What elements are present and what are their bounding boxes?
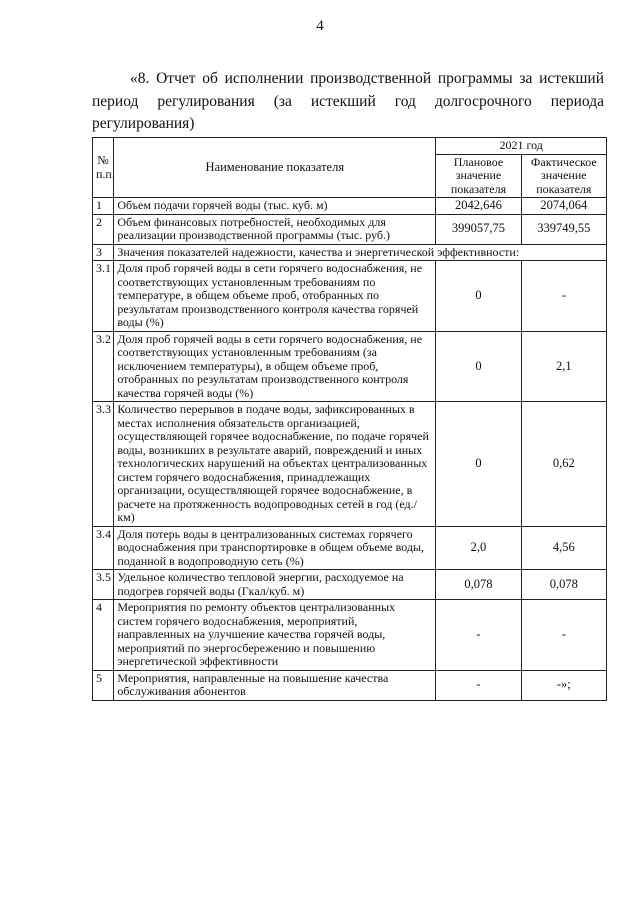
- table-row: [93, 600, 607, 671]
- row-num: 3: [93, 244, 114, 261]
- row-num: 3.3: [93, 402, 114, 527]
- row-plan: 0: [436, 331, 521, 402]
- heading-line-3: регулирования): [92, 115, 195, 132]
- table-row: [93, 526, 607, 570]
- table-header-row: [93, 138, 607, 155]
- report-heading: [92, 68, 604, 136]
- row-name: Доля проб горячей воды в сети горячего водоснабжения, не соответствующих установленным требованиям по температуре, в общем объеме проб, отобранных по результатам производственного контроля качества горячей воды (%): [114, 261, 436, 332]
- row-plan: 2042,646: [436, 198, 521, 215]
- row-fact: 2,1: [521, 331, 606, 402]
- row-fact: 0,078: [521, 570, 606, 600]
- row-plan: 0,078: [436, 570, 521, 600]
- header-num: № п.п.: [93, 138, 114, 198]
- row-name: Значения показателей надежности, качества и энергетической эффективности:: [114, 244, 607, 261]
- row-name: Мероприятия по ремонту объектов централизованных систем горячего водоснабжения, мероприятий, направленных на улучшение качества горячей воды, мероприятий по энергосбережению и повышению энергетической эффективности: [114, 600, 436, 671]
- row-num: 4: [93, 600, 114, 671]
- header-year: 2021 год: [436, 138, 607, 155]
- row-plan: -: [436, 600, 521, 671]
- row-num: 5: [93, 670, 114, 700]
- table-row: [93, 214, 607, 244]
- row-fact: 339749,55: [521, 214, 606, 244]
- row-name: Объем подачи горячей воды (тыс. куб. м): [114, 198, 436, 215]
- table-row: [93, 570, 607, 600]
- header-plan: Плановое значение показателя: [436, 154, 521, 198]
- row-name: Количество перерывов в подаче воды, зафиксированных в местах исполнения обязательств организацией, осуществляющей горячее водоснабжение, по подаче горячей воды, возникших в результате аварий, повреждений и иных технологических нарушений на объектах централизованных систем горячего водоснабжения, принадлежащих организации, осуществляющей горячее водоснабжение, в расчете на протяженность водопроводных сетей в год (ед./км): [114, 402, 436, 527]
- table-row: [93, 670, 607, 700]
- heading-line-2: период регулирования (за истекший год долгосрочного периода: [92, 92, 604, 110]
- table-row: [93, 244, 607, 261]
- row-fact: -»;: [521, 670, 606, 700]
- row-plan: 2,0: [436, 526, 521, 570]
- table-row: [93, 261, 607, 332]
- row-plan: -: [436, 670, 521, 700]
- row-num: 3.1: [93, 261, 114, 332]
- row-fact: 4,56: [521, 526, 606, 570]
- row-fact: 0,62: [521, 402, 606, 527]
- row-name: Мероприятия, направленные на повышение качества обслуживания абонентов: [114, 670, 436, 700]
- row-name: Доля потерь воды в централизованных системах горячего водоснабжения при транспортировке в общем объеме воды, поданной в водопроводную сеть (%): [114, 526, 436, 570]
- row-fact: -: [521, 600, 606, 671]
- row-num: 3.5: [93, 570, 114, 600]
- table-row: [93, 198, 607, 215]
- header-fact: Фактическое значение показателя: [521, 154, 606, 198]
- report-table: [92, 137, 607, 701]
- header-name: Наименование показателя: [114, 138, 436, 198]
- heading-line-1: «8. Отчет об исполнении производственной программы за истекший: [130, 70, 604, 87]
- row-name: Объем финансовых потребностей, необходимых для реализации производственной программы (тыс. руб.): [114, 214, 436, 244]
- row-num: 3.2: [93, 331, 114, 402]
- row-plan: 0: [436, 402, 521, 527]
- row-num: 1: [93, 198, 114, 215]
- table-row: [93, 402, 607, 527]
- table-row: [93, 331, 607, 402]
- row-plan: 0: [436, 261, 521, 332]
- page-number: 4: [316, 18, 324, 34]
- row-num: 3.4: [93, 526, 114, 570]
- row-fact: 2074,064: [521, 198, 606, 215]
- row-num: 2: [93, 214, 114, 244]
- row-fact: -: [521, 261, 606, 332]
- row-name: Доля проб горячей воды в сети горячего водоснабжения, не соответствующих установленным требованиям (за исключением температуры), в общем объеме проб, отобранных по результатам производственного контроля качества горячей воды (%): [114, 331, 436, 402]
- row-name: Удельное количество тепловой энергии, расходуемое на подогрев горячей воды (Гкал/куб. м): [114, 570, 436, 600]
- row-plan: 399057,75: [436, 214, 521, 244]
